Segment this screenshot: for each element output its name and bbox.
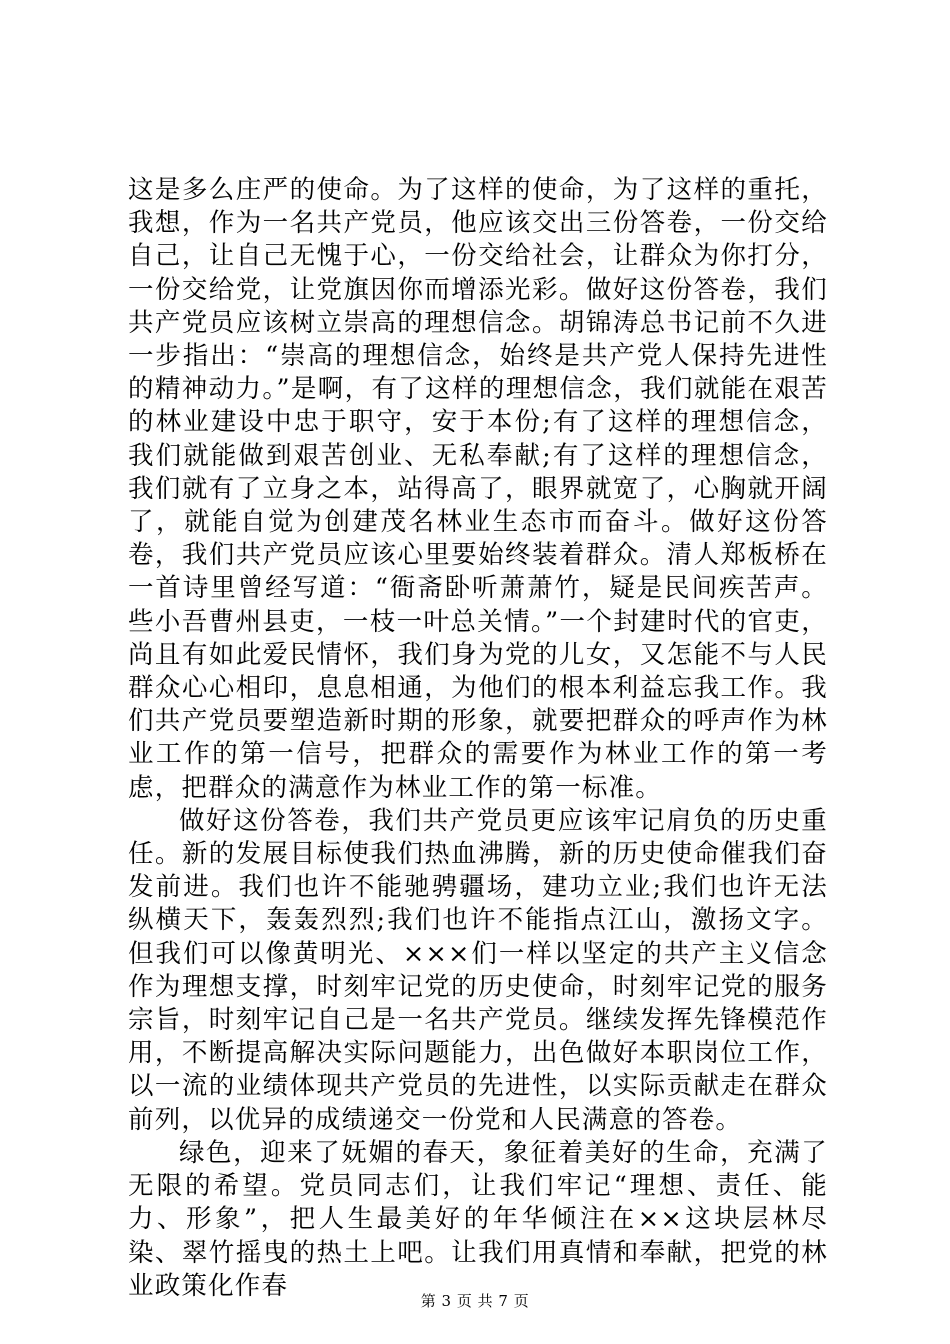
page-number-label: 第 3 页 共 7 页 bbox=[420, 1292, 530, 1310]
document-body bbox=[128, 174, 828, 1303]
paragraph-1: 这是多么庄严的使命。为了这样的使命，为了这样的重托，我想，作为一名共产党员，他应该交出三份答卷，一份交给自己，让自己无愧于心，一份交给社会，让群众为你打分，一份交给党，让党旗因你而增添光彩。做好这份答卷，我们共产党员应该树立崇高的理想信念。胡锦涛总书记前不久进一步指出：“崇高的理想信念，始终是共产党人保持先进性的精神动力。”是啊，有了这样的理想信念，我们就能在艰苦的林业建设中忠于职守，安于本份;有了这样的理想信念，我们就能做到艰苦创业、无私奉献;有了这样的理想信念，我们就有了立身之本，站得高了，眼界就宽了，心胸就开阔了，就能自觉为创建茂名林业生态市而奋斗。做好这份答卷，我们共产党员应该心里要始终装着群众。清人郑板桥在一首诗里曾经写道：“衙斋卧听萧萧竹，疑是民间疾苦声。些小吾曹州县吏，一枝一叶总关情。”一个封建时代的官吏，尚且有如此爱民情怀，我们身为党的儿女，又怎能不与人民群众心心相印，息息相通，为他们的根本利益忘我工作。我们共产党员要塑造新时期的形象，就要把群众的呼声作为林业工作的第一信号，把群众的需要作为林业工作的第一考虑，把群众的满意作为林业工作的第一标准。 bbox=[128, 175, 828, 803]
paragraph-2: 做好这份答卷，我们共产党员更应该牢记肩负的历史重任。新的发展目标使我们热血沸腾，新的历史使命催我们奋发前进。我们也许不能驰骋疆场，建功立业;我们也许无法纵横天下，轰轰烈烈;我们也许不能指点江山，激扬文字。但我们可以像黄明光、×××们一样以坚定的共产主义信念作为理想支撑，时刻牢记党的历史使命，时刻牢记党的服务宗旨，时刻牢记自己是一名共产党员。继续发挥先锋模范作用，不断提高解决实际问题能力，出色做好本职岗位工作，以一流的业绩体现共产党员的先进性，以实际贡献走在群众前列，以优异的成绩递交一份党和人民满意的答卷。 bbox=[128, 805, 828, 1135]
page-footer bbox=[0, 1290, 950, 1311]
paragraph-3: 绿色，迎来了妩媚的春天，象征着美好的生命，充满了无限的希望。党员同志们，让我们牢记“理想、责任、能力、形象”，把人生最美好的年华倾注在××这块层林尽染、翠竹摇曳的热土上吧。让我们用真情和奉献，把党的林业政策化作春 bbox=[128, 1137, 828, 1301]
